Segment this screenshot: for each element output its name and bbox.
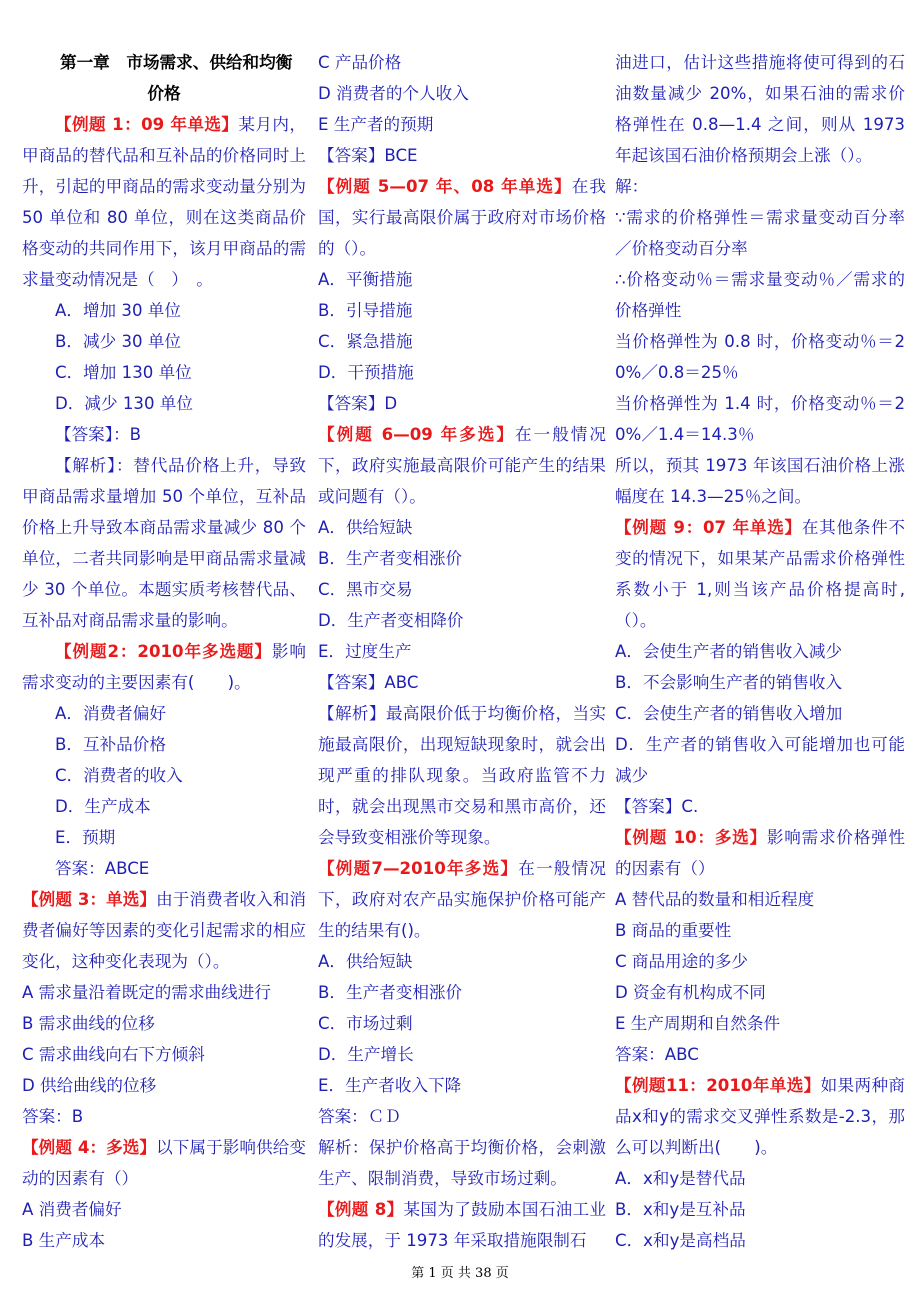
option: B．生产者变相涨价 (318, 983, 463, 1002)
option: C．紧急措施 (318, 332, 413, 351)
question-3 (22, 884, 306, 977)
answer: 【答案】C. (615, 797, 699, 816)
option: A．平衡措施 (318, 270, 413, 289)
question-text: 如果两种商品x和y的需求交叉弹性系数是-2.3，那么可以判断出( )。 (615, 1076, 906, 1157)
question-text-cont: 油进口，估计这些措施将使可得到的石油数量减少 20%，如果石油的需求价格弹性在 0.8—1.4 之间，则从 1973 年起该国石油价格预期会上涨（）。 (615, 53, 905, 165)
question-text: 在其他条件不变的情况下，如果某产品需求价格弹性系数小于 1,则当该产品价格提高时,（）。 (615, 518, 905, 630)
option: E．过度生产 (318, 642, 412, 661)
option: D．生产者变相降价 (318, 611, 464, 630)
answer: 【答案】D (318, 394, 398, 413)
page-footer: 第 1 页 共 38 页 (411, 1266, 509, 1281)
solution-line: 当价格弹性为 0.8 时，价格变动％＝20%／0.8＝25％ (615, 332, 905, 382)
option: B．x和y是互补品 (615, 1200, 746, 1219)
option: D．生产增长 (318, 1045, 414, 1064)
option: E 生产周期和自然条件 (615, 1014, 781, 1033)
question-7 (318, 853, 606, 946)
question-label: 【例题2：2010年多选题】 (55, 642, 272, 661)
analysis: 【解析】最高限价低于均衡价格，当实施最高限价，出现短缺现象时，就会出现严重的排队现象。当政府监管不力时，就会出现黑市交易和黑市高价，还会导致变相涨价等现象。 (318, 704, 606, 847)
option: C．消费者的收入 (55, 766, 183, 785)
answer: 【答案】BCE (318, 146, 418, 165)
option: B．互补品价格 (55, 735, 166, 754)
question-text: 在一般情况下，政府对农产品实施保护价格可能产生的结果有()。 (318, 859, 607, 940)
chapter-title: 第一章 市场需求、供给和均衡 (60, 53, 293, 72)
option: B 商品的重要性 (615, 921, 732, 940)
option: D 供给曲线的位移 (22, 1076, 157, 1095)
question-label: 【例题 1：09 年单选】 (55, 115, 239, 134)
option: C．增加 130 单位 (55, 363, 192, 382)
column-3 (615, 47, 905, 1256)
question-text: 影响需求价格弹性的因素有（） (615, 828, 906, 878)
question-label: 【例题 10：多选】 (615, 828, 767, 847)
analysis: 【解析】：替代品价格上升，导致甲商品需求量增加 50 个单位，互补品价格上升导致本商品需求量减少 80 个单位，二者共同影响是甲商品需求量减少 30 个单位。本题实质考核替代品、互补品对商品需求量的影响。 (22, 456, 306, 630)
question-text: 由于消费者收入和消费者偏好等因素的变化引起需求的相应变化，这种变化表现为（）。 (22, 890, 307, 971)
option: B 生产成本 (22, 1231, 106, 1250)
question-6 (318, 419, 606, 512)
option: D．减少 130 单位 (55, 394, 193, 413)
analysis: 解析：保护价格高于均衡价格，会刺激生产、限制消费，导致市场过剩。 (318, 1138, 606, 1188)
option: B 需求曲线的位移 (22, 1014, 155, 1033)
option: E．预期 (55, 828, 116, 847)
solution-line: ∴价格变动％＝需求量变动％／需求的价格弹性 (615, 270, 905, 320)
option: C．x和y是高档品 (615, 1231, 746, 1250)
option: A．消费者偏好 (55, 704, 166, 723)
option: D．生产成本 (55, 797, 151, 816)
question-label: 【例题 8】 (318, 1200, 404, 1219)
option: A．增加 30 单位 (55, 301, 181, 320)
question-1 (22, 109, 306, 295)
option: A 需求量沿着既定的需求曲线进行 (22, 983, 271, 1002)
answer: 答案：ＣＤ (318, 1107, 401, 1126)
option: A．x和y是替代品 (615, 1169, 746, 1188)
answer: 答案：B (22, 1107, 84, 1126)
question-label: 【例题11：2010年单选】 (615, 1076, 821, 1095)
question-label: 【例题 5—07 年、08 年单选】 (318, 177, 572, 196)
question-label: 【例题 4：多选】 (22, 1138, 157, 1157)
question-text: 某月内，甲商品的替代品和互补品的价格同时上升，引起的甲商品的需求变动量分别为 50 单位和 80 单位，则在这类商品价格变动的共同作用下，该月甲商品的需求量变动情况是（ ） 。 (22, 115, 306, 289)
option: C 需求曲线向右下方倾斜 (22, 1045, 205, 1064)
question-10 (615, 822, 905, 884)
option: C．市场过剩 (318, 1014, 413, 1033)
option: D 资金有机构成不同 (615, 983, 766, 1002)
column-1 (22, 47, 306, 1256)
solution-line: 当价格弹性为 1.4 时，价格变动％＝20%／1.4＝14.3％ (615, 394, 905, 444)
question-5 (318, 171, 606, 264)
option: E．生产者收入下降 (318, 1076, 462, 1095)
answer: 答案：ABC (615, 1045, 699, 1064)
option: A 消费者偏好 (22, 1200, 122, 1219)
option: C 产品价格 (318, 53, 402, 72)
option: D．干预措施 (318, 363, 414, 382)
option: D 消费者的个人收入 (318, 84, 469, 103)
answer: 【答案】ABC (318, 673, 419, 692)
question-8 (318, 1194, 606, 1256)
question-label: 【例题 3：单选】 (22, 890, 157, 909)
chapter-title-cont: 价格 (147, 84, 181, 103)
answer: 答案：ABCE (55, 859, 150, 878)
option: B．引导措施 (318, 301, 413, 320)
question-text: 以下属于影响供给变动的因素有（） (22, 1138, 307, 1188)
question-text: 某国为了鼓励本国石油工业的发展，于 1973 年采取措施限制石 (318, 1200, 607, 1250)
question-2 (22, 636, 306, 698)
option: B．减少 30 单位 (55, 332, 182, 351)
question-label: 【例题 9：07 年单选】 (615, 518, 802, 537)
option: A．供给短缺 (318, 518, 413, 537)
option: B．不会影响生产者的销售收入 (615, 673, 843, 692)
question-text: 影响需求变动的主要因素有( )。 (22, 642, 307, 692)
option: E 生产者的预期 (318, 115, 434, 134)
question-9 (615, 512, 905, 636)
option: A．会使生产者的销售收入减少 (615, 642, 843, 661)
answer: 【答案】：B (55, 425, 142, 444)
solution-line: 解： (615, 177, 649, 196)
option: C．黑市交易 (318, 580, 413, 599)
question-text: 在一般情况下，政府实施最高限价可能产生的结果或问题有（）。 (318, 425, 606, 506)
question-label: 【例题7—2010年多选】 (318, 859, 519, 878)
question-text: 在我国，实行最高限价属于政府对市场价格的（）。 (318, 177, 606, 258)
column-2 (318, 47, 606, 1256)
option: B．生产者变相涨价 (318, 549, 463, 568)
question-11 (615, 1070, 905, 1163)
option: C 商品用途的多少 (615, 952, 749, 971)
question-4 (22, 1132, 306, 1194)
option: A 替代品的数量和相近程度 (615, 890, 815, 909)
option: C．会使生产者的销售收入增加 (615, 704, 843, 723)
option: D．生产者的销售收入可能增加也可能减少 (615, 735, 905, 785)
option: A．供给短缺 (318, 952, 413, 971)
solution-line: 所以，预其 1973 年该国石油价格上涨幅度在 14.3—25％之间。 (615, 456, 905, 506)
solution-line: ∵需求的价格弹性＝需求量变动百分率／价格变动百分率 (615, 208, 905, 258)
question-label: 【例题 6—09 年多选】 (318, 425, 515, 444)
